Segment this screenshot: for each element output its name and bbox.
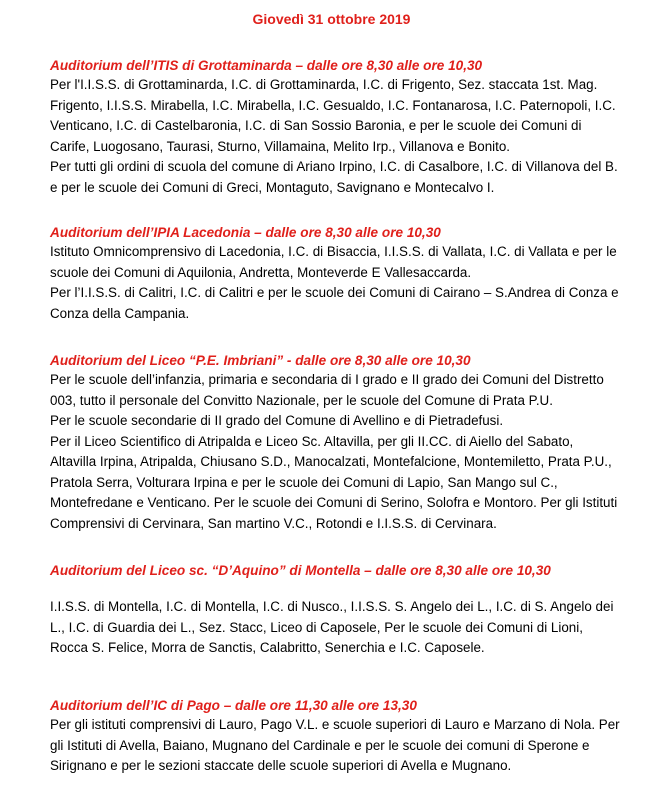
section-paragraph: I.I.S.S. di Montella, I.C. di Montella, I.C. di Nusco., I.I.S.S. S. Angelo dei L., I.C. di S. Angelo dei L., I.C. di Guardia dei L., Sez. Stacc, Liceo di Caposele, Per le scuole dei Comuni di Lioni, Rocca S. Felice, Morra de Sanctis, Calabritto, Senerchia e I.C. Caposele. <box>50 599 614 655</box>
section-paragraph: Per le scuole secondarie di II grado del Comune di Avellino e di Pietradefusi. <box>50 413 504 428</box>
section-paragraph: Per l'I.I.S.S. di Grottaminarda, I.C. di Grottaminarda, I.C. di Frigento, Sez. staccata 1st. Mag. Frigento, I.I.S.S. Mirabella, I.C. Mirabella, I.C. Gesualdo, I.C. Fontanarosa, I.C. Paternopoli, I.C. Venticano, I.C. di Castelbaronia, I.C. di San Sossio Baronia, e per le scuole dei Comuni di Carife, Luogosano, Taurasi, Sturno, Villamaina, Melito Irp., Villanova e Bonito. <box>50 77 616 154</box>
section-heading: Auditorium dell’IC di Pago – dalle ore 11,30 alle ore 13,30 <box>50 698 417 713</box>
section-lacedonia <box>50 223 622 324</box>
section-paragraph: Per gli istituti comprensivi di Lauro, Pago V.L. e scuole superiori di Lauro e Marzano di Nola. Per gli Istituti di Avella, Baiano, Mugnano del Cardinale e per le scuole dei comuni di Sperone e Sirignano e per le sezioni staccate delle scuole superiori di Avella e Mugnano. <box>50 717 620 773</box>
section-montella <box>50 561 622 659</box>
section-heading: Auditorium dell’ITIS di Grottaminarda – dalle ore 8,30 alle ore 10,30 <box>50 58 483 73</box>
section-imbriani <box>50 351 622 534</box>
section-paragraph: Per il Liceo Scientifico di Atripalda e Liceo Sc. Altavilla, per gli II.CC. di Aiello del Sabato, Altavilla Irpina, Atripalda, Chiusano S.D., Manocalzati, Montefalcione, Montemiletto, Prata P.U., Pratola Serra, Volturara Irpina e per le scuole dei Comuni di Lapio, San Mango sul C., Montefredane e Venticano. Per le scuole dei Comuni di Serino, Solofra e Montoro. Per gli Istituti Comprensivi di Cervinara, San martino V.C., Rotondi e I.I.S.S. di Cervinara. <box>50 433 618 531</box>
section-heading: Auditorium del Liceo “P.E. Imbriani” - dalle ore 8,30 alle ore 10,30 <box>50 353 471 368</box>
section-paragraph: Per l’I.I.S.S. di Calitri, I.C. di Calitri e per le scuole dei Comuni di Cairano – S.Andrea di Conza e Conza della Campania. <box>50 285 619 321</box>
section-paragraph: Istituto Omnicomprensivo di Lacedonia, I.C. di Bisaccia, I.I.S.S. di Vallata, I.C. di Vallata e per le scuole dei Comuni di Aquilonia, Andretta, Monteverde E Vallesaccarda. <box>50 244 617 280</box>
section-grottaminarda <box>50 56 622 198</box>
section-heading: Auditorium dell’IPIA Lacedonia – dalle ore 8,30 alle ore 10,30 <box>50 225 441 240</box>
section-pago <box>50 696 622 777</box>
section-paragraph: Per le scuole dell’infanzia, primaria e secondaria di I grado e II grado dei Comuni del Distretto 003, tutto il personale del Convitto Nazionale, per le scuole del Comune di Prata P.U. <box>50 372 604 408</box>
section-paragraph: Per tutti gli ordini di scuola del comune di Ariano Irpino, I.C. di Casalbore, I.C. di Villanova del B. e per le scuole dei Comuni di Greci, Montaguto, Savignano e Montecalvo I. <box>50 159 618 195</box>
date-title: Giovedì 31 ottobre 2019 <box>252 11 411 27</box>
section-heading: Auditorium del Liceo sc. “D’Aquino” di Montella – dalle ore 8,30 alle ore 10,30 <box>50 563 551 578</box>
